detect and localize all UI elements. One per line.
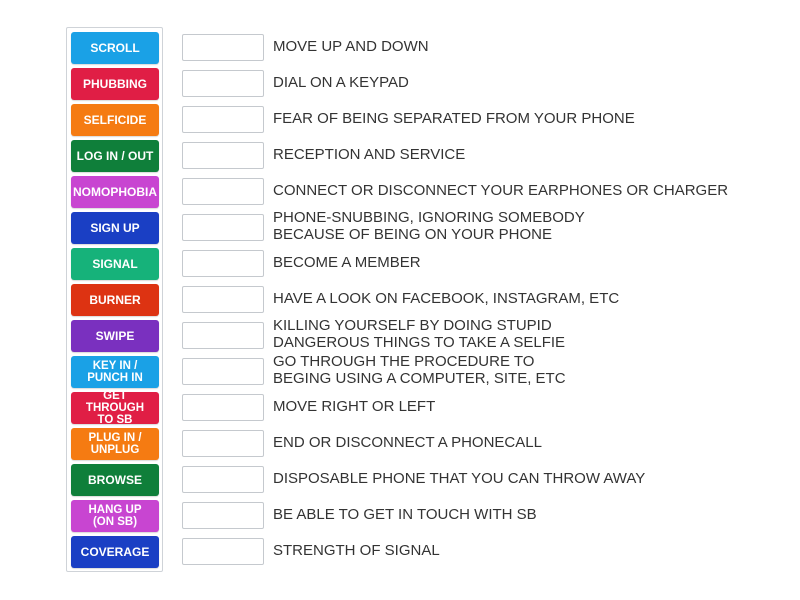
definition-text: BECOME A MEMBER <box>273 253 421 271</box>
answer-tile[interactable]: COVERAGE <box>71 536 159 568</box>
definition-text: MOVE UP AND DOWN <box>273 37 429 55</box>
answer-tile[interactable]: PLUG IN / UNPLUG <box>71 428 159 460</box>
drop-slot[interactable] <box>182 214 264 241</box>
definition-text: HAVE A LOOK ON FACEBOOK, INSTAGRAM, ETC <box>273 289 620 307</box>
drop-slot[interactable] <box>182 70 264 97</box>
drop-slot[interactable] <box>182 466 264 493</box>
drop-slot[interactable] <box>182 430 264 457</box>
answer-tile[interactable]: KEY IN / PUNCH IN <box>71 356 159 388</box>
answer-tile[interactable]: GET THROUGH TO SB <box>71 392 159 424</box>
drop-slot[interactable] <box>182 286 264 313</box>
definition-text: GO THROUGH THE PROCEDURE TO BEGING USING A COMPUTER, SITE, ETC <box>273 353 566 387</box>
answer-tile[interactable]: PHUBBING <box>71 68 159 100</box>
answer-tile[interactable]: SCROLL <box>71 32 159 64</box>
definition-text: DIAL ON A KEYPAD <box>273 73 409 91</box>
drop-slot[interactable] <box>182 358 264 385</box>
drop-slot[interactable] <box>182 178 264 205</box>
drop-slot[interactable] <box>182 538 264 565</box>
drop-slot[interactable] <box>182 106 264 133</box>
drop-slot[interactable] <box>182 394 264 421</box>
answer-tile[interactable]: BROWSE <box>71 464 159 496</box>
answer-tile[interactable]: SIGN UP <box>71 212 159 244</box>
definition-text: KILLING YOURSELF BY DOING STUPID DANGEROUS THINGS TO TAKE A SELFIE <box>273 317 566 351</box>
answer-tile[interactable]: HANG UP (ON SB) <box>71 500 159 532</box>
definition-text: END OR DISCONNECT A PHONECALL <box>273 433 542 451</box>
answer-tile[interactable]: BURNER <box>71 284 159 316</box>
definition-text: BE ABLE TO GET IN TOUCH WITH SB <box>273 505 537 523</box>
definition-text: PHONE-SNUBBING, IGNORING SOMEBODY BECAUSE OF BEING ON YOUR PHONE <box>273 209 585 243</box>
definition-text: CONNECT OR DISCONNECT YOUR EARPHONES OR CHARGER <box>273 181 729 199</box>
answer-tile[interactable]: SELFICIDE <box>71 104 159 136</box>
drop-slot[interactable] <box>182 322 264 349</box>
definition-text: RECEPTION AND SERVICE <box>273 145 466 163</box>
drop-slot[interactable] <box>182 142 264 169</box>
answer-tiles-panel <box>66 27 163 572</box>
definition-text: MOVE RIGHT OR LEFT <box>273 397 436 415</box>
drop-slot[interactable] <box>182 250 264 277</box>
definition-text: FEAR OF BEING SEPARATED FROM YOUR PHONE <box>273 109 635 127</box>
drop-slot[interactable] <box>182 34 264 61</box>
answer-tile[interactable]: NOMOPHOBIA <box>71 176 159 208</box>
definition-text: STRENGTH OF SIGNAL <box>273 541 440 559</box>
answer-tile[interactable]: SWIPE <box>71 320 159 352</box>
answer-tile[interactable]: LOG IN / OUT <box>71 140 159 172</box>
definition-text: DISPOSABLE PHONE THAT YOU CAN THROW AWAY <box>273 469 646 487</box>
answer-tile[interactable]: SIGNAL <box>71 248 159 280</box>
drop-slot[interactable] <box>182 502 264 529</box>
